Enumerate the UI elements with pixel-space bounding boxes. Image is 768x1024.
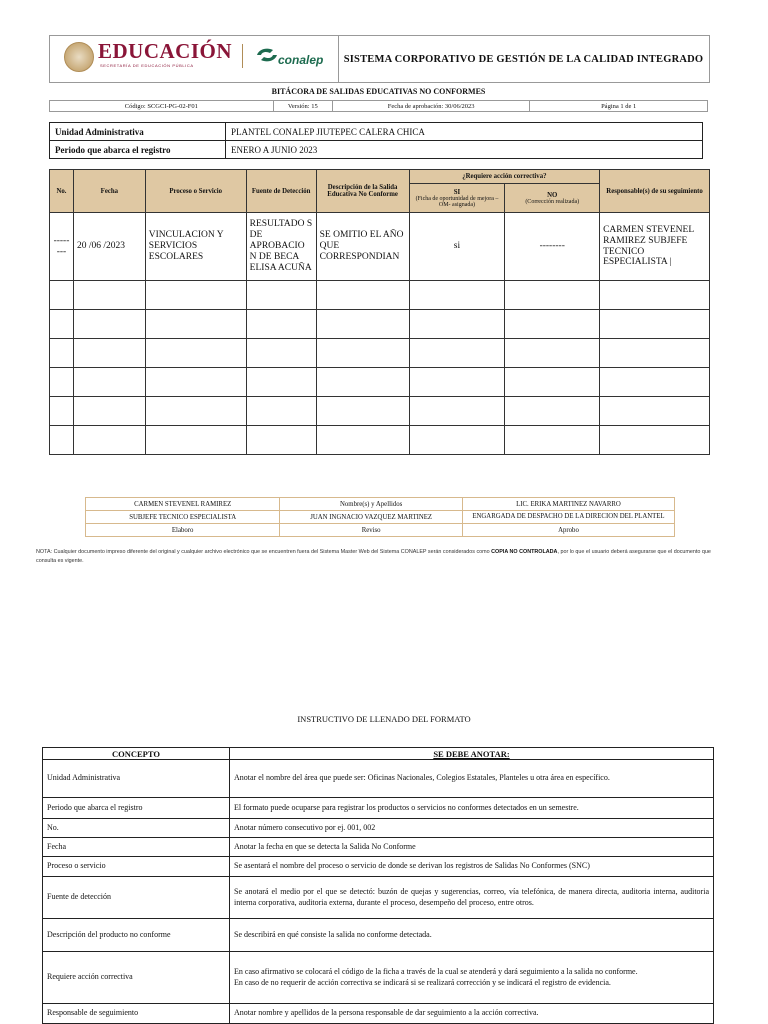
- sig-elaboro-name: CARMEN STEVENEL RAMIREZ: [86, 498, 280, 511]
- info-table: [49, 122, 703, 159]
- table-row-empty: [50, 339, 710, 368]
- instr-col-concepto: CONCEPTO: [43, 748, 230, 760]
- periodo-value: ENERO A JUNIO 2023: [226, 141, 703, 159]
- no-sublabel: (Corrección realizada): [525, 198, 580, 205]
- col-header-requiere: ¿Requiere acción correctiva?: [409, 170, 600, 184]
- system-name: SISTEMA CORPORATIVO DE GESTIÓN DE LA CALIDAD INTEGRADO: [343, 53, 704, 65]
- cell-fuente: RESULTADO S DE APROBACIO N DE BECA ELISA ACUÑA: [246, 213, 316, 281]
- educacion-logo: EDUCACIÓN: [98, 39, 233, 63]
- sig-names-label: Nombre(s) y Apellidos: [280, 498, 463, 511]
- instr-row: [43, 838, 714, 857]
- conalep-logo-text: conalep: [278, 53, 324, 67]
- document-title: BITÁCORA DE SALIDAS EDUCATIVAS NO CONFORMES: [49, 82, 708, 101]
- fecha-aprobacion: Fecha de aprobación: 30/06/2023: [332, 101, 529, 112]
- cell-descripcion: SE OMITIO EL AÑO QUE CORRESPONDIAN: [316, 213, 409, 281]
- instr-row: [43, 919, 714, 952]
- instr-desc: Se describirá en qué consiste la salida no conforme detectada.: [230, 919, 714, 952]
- signature-table: [85, 497, 675, 537]
- instr-row: [43, 798, 714, 819]
- col-header-no: No.: [50, 170, 74, 213]
- cell-si: si: [409, 213, 505, 281]
- instr-row: [43, 952, 714, 1004]
- sig-aprobo-label: Aprobo: [462, 524, 674, 537]
- instr-desc: Anotar número consecutivo por ej. 001, 002: [230, 819, 714, 838]
- instr-concepto: Descripción del producto no conforme: [43, 919, 230, 952]
- salidas-table: [49, 169, 710, 455]
- cell-responsable: CARMEN STEVENEL RAMIREZ SUBJEFE TECNICO ESPECIALISTA |: [600, 213, 710, 281]
- sep-seal-icon: [64, 42, 94, 72]
- table-row-empty: [50, 426, 710, 455]
- cell-proceso: VINCULACION Y SERVICIOS ESCOLARES: [145, 213, 246, 281]
- col-header-fecha: Fecha: [73, 170, 145, 213]
- pagina: Página 1 de 1: [601, 102, 637, 110]
- sig-elaboro-role: SUBJEFE TECNICO ESPECIALISTA: [86, 511, 280, 524]
- instructivo-title: INSTRUCTIVO DE LLENADO DEL FORMATO: [297, 714, 471, 724]
- sig-reviso-name: JUAN INGNACIO VAZQUEZ MARTINEZ: [280, 511, 463, 524]
- unidad-value: PLANTEL CONALEP JIUTEPEC CALERA CHICA: [226, 123, 703, 141]
- nota-part2: , por lo que el usuario deberá asegurarse que el documento que consulta es vigente.: [36, 549, 711, 564]
- codigo: Código: SCGCI-PG-02-F01: [50, 101, 274, 112]
- document-code-bar: [49, 100, 708, 112]
- cell-fecha: 20 /06 /2023: [73, 213, 145, 281]
- instr-concepto: Fuente de detección: [43, 877, 230, 919]
- instr-row: [43, 760, 714, 798]
- instr-concepto: Requiere acción correctiva: [43, 952, 230, 1004]
- cell-no: --------: [50, 213, 74, 281]
- instr-concepto: Proceso o servicio: [43, 857, 230, 877]
- document-header: [49, 35, 710, 83]
- instr-row: [43, 819, 714, 838]
- no-label: NO: [547, 191, 558, 199]
- instr-desc: Anotar la fecha en que se detecta la Salida No Conforme: [230, 838, 714, 857]
- conalep-logo-icon: [255, 46, 279, 64]
- col-header-no-correccion: [505, 184, 600, 213]
- table-row-empty: [50, 368, 710, 397]
- table-row-empty: [50, 397, 710, 426]
- sig-reviso-label: Reviso: [280, 524, 463, 537]
- sig-aprobo-role: ENGARGADA DE DESPACHO DE LA DIRECION DEL PLANTEL: [462, 511, 674, 524]
- instr-desc: Se asentará el nombre del proceso o servicio de donde se derivan los registros de Salidas No Conformes (SNC): [230, 857, 714, 877]
- instr-concepto: Periodo que abarca el registro: [43, 798, 230, 819]
- instructivo-table: [42, 747, 714, 1024]
- instr-desc: Anotar nombre y apellidos de la persona responsable de dar seguimiento a la acción correctiva.: [230, 1004, 714, 1024]
- sep-subtitle: SECRETARÍA DE EDUCACIÓN PÚBLICA: [100, 63, 194, 68]
- instr-row: [43, 1004, 714, 1024]
- instr-desc: El formato puede ocuparse para registrar los productos o servicios no conformes detectados en un semestre.: [230, 798, 714, 819]
- cell-no-correccion: --------: [505, 213, 600, 281]
- sig-aprobo-name: LIC. ERIKA MARTINEZ NAVARRO: [462, 498, 674, 511]
- instr-desc: En caso afirmativo se colocará el código de la ficha a través de la cual se atenderá y dará seguimiento a la salida no conforme. En caso de no requerir de acción correctiva se indicará si se realizará corrección y se indicará el registro de evidencia.: [230, 952, 714, 1004]
- col-header-fuente: Fuente de Detección: [246, 170, 316, 213]
- version: Versión: 15: [273, 101, 332, 112]
- si-sublabel: (Ficha de oportunidad de mejora –OM- asignada): [415, 195, 499, 208]
- sig-elaboro-label: Elaboro: [86, 524, 280, 537]
- instr-desc: Se anotará el medio por el que se detectó: buzón de quejas y sugerencias, correo, vía telefónica, de manera directa, auditoria interna, auditoria interna corporativa, auditoria externa, durante el proceso, desempeño del proceso, entre otros.: [230, 877, 714, 919]
- instr-row: [43, 857, 714, 877]
- nota-bold: COPIA NO CONTROLADA: [491, 549, 558, 555]
- instr-col-anotar: SE DEBE ANOTAR:: [230, 748, 714, 760]
- table-row-empty: [50, 281, 710, 310]
- instr-concepto: Fecha: [43, 838, 230, 857]
- logo-divider: [242, 44, 243, 68]
- si-label: SI: [453, 188, 461, 196]
- instr-concepto: Responsable de seguimiento: [43, 1004, 230, 1024]
- instr-concepto: Unidad Administrativa: [43, 760, 230, 798]
- periodo-label: Periodo que abarca el registro: [50, 141, 226, 159]
- col-header-responsable: Responsable(s) de su seguimiento: [600, 170, 710, 213]
- col-header-proceso: Proceso o Servicio: [145, 170, 246, 213]
- instr-desc: Anotar el nombre del área que puede ser: Oficinas Nacionales, Colegios Estatales, Planteles u otra área en específico.: [230, 760, 714, 798]
- col-header-descripcion: Descripción de la Salida Educativa No Conforme: [316, 170, 409, 213]
- instr-row: [43, 877, 714, 919]
- table-row-empty: [50, 310, 710, 339]
- col-header-si: [409, 184, 505, 213]
- unidad-label: Unidad Administrativa: [50, 123, 226, 141]
- nota-part1: NOTA: Cualquier documento impreso diferente del original y cualquier archivo electrónico que se encuentren fuera del Sistema Master Web del Sistema CONALEP serán considerados como: [36, 549, 490, 555]
- nota-text: [36, 548, 726, 565]
- logos-cell: [50, 36, 339, 82]
- instr-concepto: No.: [43, 819, 230, 838]
- table-row: [50, 213, 710, 281]
